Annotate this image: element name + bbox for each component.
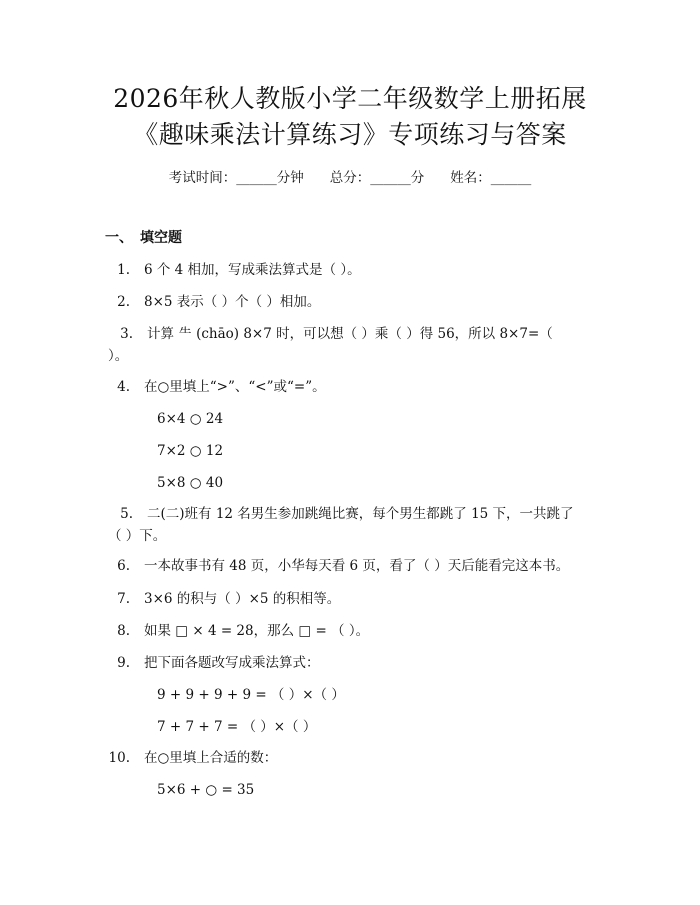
question-text: 二(二)班有 12 名男生参加跳绳比赛，每个男生都跳了 15 下，一共跳了（ ）下。 xyxy=(108,506,574,544)
exam-meta xyxy=(0,169,700,187)
question-number: 2. xyxy=(117,294,130,310)
question-number: 10. xyxy=(108,750,130,766)
question-6 xyxy=(105,555,625,577)
question-9 xyxy=(105,652,585,674)
question-10 xyxy=(105,747,585,769)
total-score-field: 总分：______分 xyxy=(329,170,425,186)
question-number: 1. xyxy=(117,262,130,278)
document-title-line-2: 《趣味乘法计算练习》专项练习与答案 xyxy=(133,120,567,149)
q10-item-1: 5×6 + ○ = 35 xyxy=(157,782,255,798)
student-name-field: 姓名：______ xyxy=(450,170,532,186)
question-text: 6 个 4 相加，写成乘法算式是（ ）。 xyxy=(144,262,361,278)
section-title-fill-in: 一、 填空题 xyxy=(105,230,182,246)
q4-item-3: 5×8 ○ 40 xyxy=(157,475,224,491)
document-title-line-1: 2026年秋人教版小学二年级数学上册拓展 xyxy=(113,84,587,113)
question-number: 7. xyxy=(117,591,130,607)
question-text: 在○里填上“>”、“<”或“=”。 xyxy=(144,379,326,395)
q4-item-2: 7×2 ○ 12 xyxy=(157,443,224,459)
question-4 xyxy=(105,376,585,398)
question-1 xyxy=(105,259,585,281)
question-number: 5. xyxy=(120,506,133,522)
question-5 xyxy=(108,503,583,547)
question-number: 8. xyxy=(117,623,130,639)
question-text: 一本故事书有 48 页，小华每天看 6 页，看了（ ）天后能看完这本书。 xyxy=(144,558,570,574)
q9-item-2: 7 + 7 + 7 = （ ）×（ ） xyxy=(157,719,317,735)
question-2 xyxy=(105,291,585,313)
question-7 xyxy=(105,588,585,610)
exam-time-field: 考试时间：______分钟 xyxy=(168,170,304,186)
question-text: 3×6 的积与（ ）×5 的积相等。 xyxy=(144,591,341,607)
q4-item-1: 6×4 ○ 24 xyxy=(157,411,224,427)
q9-item-1: 9 + 9 + 9 + 9 = （ ）×（ ） xyxy=(157,687,345,703)
question-8 xyxy=(105,620,585,642)
question-text: 8×5 表示（ ）个（ ）相加。 xyxy=(144,294,321,310)
question-text: 如果 □ × 4 = 28，那么 □ = （ ）。 xyxy=(144,623,370,639)
question-number: 3. xyxy=(120,326,133,342)
question-3 xyxy=(108,323,568,367)
question-text: 计算 ⺧ (chāo) 8×7 时，可以想（ ）乘（ ）得 56，所以 8×7=（ ）。 xyxy=(108,326,553,364)
question-number: 9. xyxy=(117,655,130,671)
question-number: 6. xyxy=(117,558,130,574)
question-text: 把下面各题改写成乘法算式： xyxy=(144,655,320,671)
question-text: 在○里填上合适的数： xyxy=(144,750,278,766)
question-number: 4. xyxy=(117,379,130,395)
